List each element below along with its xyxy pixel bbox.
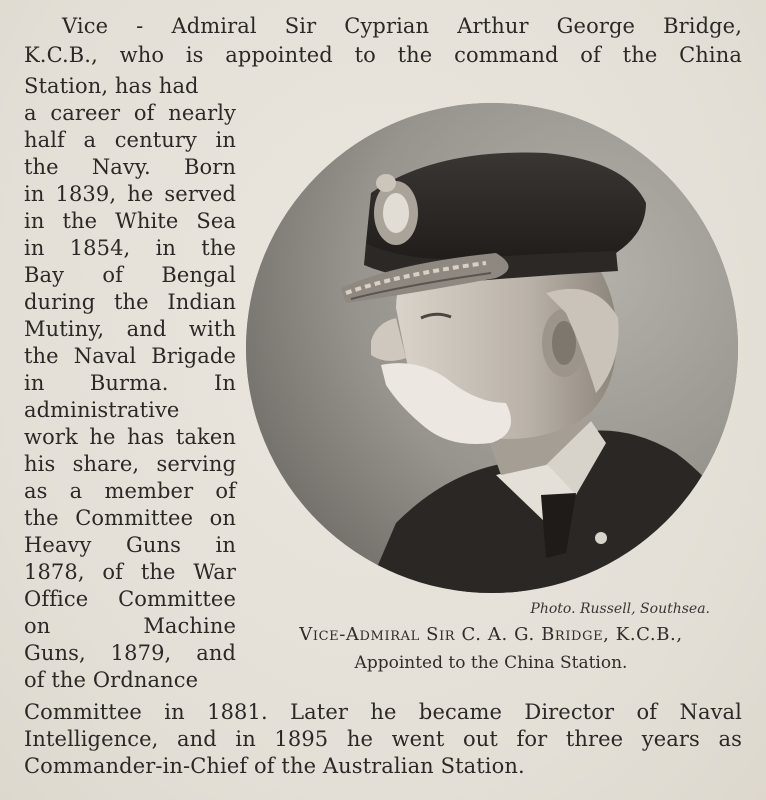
article-line-14: in Burma. In <box>24 371 236 395</box>
article-line-19: the Committee on <box>24 506 236 530</box>
article-line-21: 1878, of the War <box>24 560 236 584</box>
article-line-28: Commander-in-Chief of the Australian Station. <box>24 754 525 778</box>
article-line-10: Bay of Bengal <box>24 263 236 287</box>
article-line-5: half a century in <box>24 128 236 152</box>
article-line-15: administrative <box>24 398 180 422</box>
article-line-9: in 1854, in the <box>24 236 236 260</box>
article-line-11: during the Indian <box>24 290 236 314</box>
article-line-24: Guns, 1879, and <box>24 641 236 665</box>
article-line-17: his share, serving <box>24 452 236 476</box>
article-line-27: Intelligence, and in 1895 he went out for three years as <box>24 727 742 751</box>
figure-caption-subtitle: Appointed to the China Station. <box>354 653 628 673</box>
article-line-6: the Navy. Born <box>24 155 236 179</box>
article-line-16: work he has taken <box>24 425 236 449</box>
portrait-photo <box>246 103 738 593</box>
article-line-1: Vice - Admiral Sir Cyprian Arthur George Bridge, <box>62 14 742 38</box>
article-line-3: Station, has had <box>24 74 199 98</box>
article-line-25: of the Ordnance <box>24 668 199 692</box>
article-line-26: Committee in 1881. Later he became Director of Naval <box>24 700 742 724</box>
portrait-illustration <box>246 103 738 593</box>
article-line-23: on Machine <box>24 614 236 638</box>
article-line-2: K.C.B., who is appointed to the command of the China <box>24 43 742 67</box>
article-line-18: as a member of <box>24 479 236 503</box>
article-line-20: Heavy Guns in <box>24 533 236 557</box>
photo-credit: Photo. Russell, Southsea. <box>530 601 710 617</box>
article-line-4: a career of nearly <box>24 101 236 125</box>
article-line-22: Office Committee <box>24 587 236 611</box>
article-line-12: Mutiny, and with <box>24 317 236 341</box>
article-line-7: in 1839, he served <box>24 182 236 206</box>
article-line-13: the Naval Brigade <box>24 344 236 368</box>
figure-caption-title: Vice-Admiral Sir C. A. G. Bridge, K.C.B., <box>299 624 683 645</box>
article-line-8: in the White Sea <box>24 209 236 233</box>
